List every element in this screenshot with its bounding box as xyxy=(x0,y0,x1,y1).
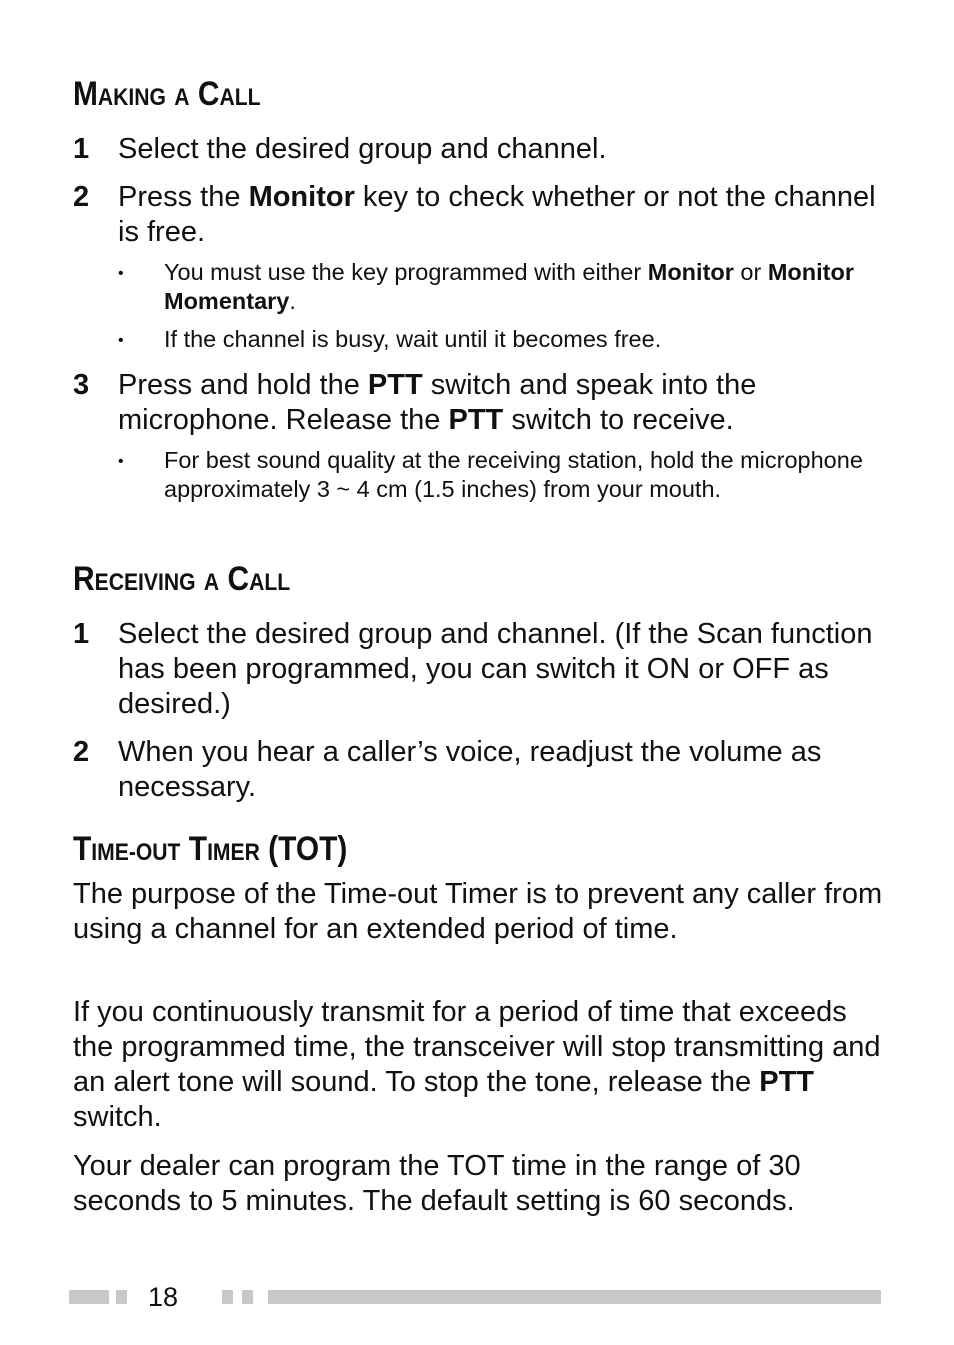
text-run: Press the xyxy=(118,181,249,213)
making-bullet-3 xyxy=(118,446,888,532)
text-run: Press and hold the xyxy=(118,369,368,401)
making-bullet-2 xyxy=(118,325,888,355)
text-run: . xyxy=(289,287,296,314)
step-text: When you hear a caller’s voice, readjust the volume as necessary. xyxy=(118,736,822,803)
text-run: If you continuously transmit for a period of time that exceeds the programmed time, the transceiver will stop transmitting and an alert tone will sound. To stop the tone, release the xyxy=(73,996,881,1098)
footer-bar-right xyxy=(268,1290,881,1304)
bullet-text xyxy=(164,258,888,315)
step-number: 1 xyxy=(73,133,90,165)
bullet-icon: • xyxy=(118,265,124,282)
step-number: 2 xyxy=(73,736,90,768)
text-run: key to check whether or not the channel is free. xyxy=(118,181,876,248)
heading-text: T xyxy=(73,830,92,868)
receiving-step-1 xyxy=(73,617,893,723)
tot-paragraph-3: Your dealer can program the TOT time in the range of 30 seconds to 5 minutes. The default setting is 60 seconds. xyxy=(73,1150,801,1217)
step-text: Select the desired group and channel. (If the Scan function has been programmed, you can switch it ON or OFF as desired.) xyxy=(118,618,873,720)
bullet-text: For best sound quality at the receiving station, hold the microphone approximately 3 ~ 4 cm (1.5 inches) from your mouth. xyxy=(164,447,863,502)
heading-text: ECEIVING xyxy=(94,569,196,596)
heading-making-a-call xyxy=(73,77,261,111)
text-run: switch to receive. xyxy=(503,404,734,436)
footer-square xyxy=(116,1290,127,1304)
heading-text: C xyxy=(197,75,220,113)
page-number: 18 xyxy=(148,1282,179,1312)
key-name: Monitor Momentary xyxy=(164,259,854,314)
heading-text: IMER xyxy=(207,839,260,866)
heading-text: A xyxy=(174,84,190,111)
key-name: Monitor xyxy=(647,259,734,285)
making-step-3 xyxy=(73,368,893,440)
making-bullet-1 xyxy=(118,258,888,316)
key-name: PTT xyxy=(759,1066,815,1098)
step-number: 3 xyxy=(73,369,90,401)
step-text: Select the desired group and channel. xyxy=(118,133,607,165)
step-text xyxy=(118,368,893,438)
step-number: 2 xyxy=(73,181,90,213)
making-step-1 xyxy=(73,132,893,168)
heading-text: T xyxy=(188,830,208,868)
heading-time-out-timer xyxy=(73,832,347,866)
heading-text: (TOT) xyxy=(268,830,348,868)
text-run: switch and speak into the microphone. Release the xyxy=(118,369,757,436)
heading-text: AKING xyxy=(97,84,166,111)
key-name: PTT xyxy=(448,404,504,436)
step-number: 1 xyxy=(73,618,90,650)
bullet-icon: • xyxy=(118,332,124,349)
heading-text: ALL xyxy=(249,569,291,596)
text-run: You must use the key programmed with either xyxy=(164,259,648,285)
heading-text: R xyxy=(73,560,95,598)
footer-bar-left xyxy=(69,1290,109,1304)
tot-paragraph-2 xyxy=(73,995,893,1135)
key-name: PTT xyxy=(367,369,423,401)
receiving-step-2 xyxy=(73,735,893,807)
heading-text: M xyxy=(73,75,98,113)
text-run: switch. xyxy=(73,1101,162,1133)
heading-text: IME-OUT xyxy=(91,839,181,866)
bullet-text: If the channel is busy, wait until it becomes free. xyxy=(164,326,662,352)
text-run: or xyxy=(733,259,768,285)
bullet-icon: • xyxy=(118,453,124,470)
heading-receiving-a-call xyxy=(73,562,290,596)
heading-text: ALL xyxy=(219,84,261,111)
footer-square xyxy=(242,1290,253,1304)
tot-paragraph-1: The purpose of the Time-out Timer is to prevent any caller from using a channel for an extended period of time. xyxy=(73,878,883,945)
key-name: Monitor xyxy=(248,181,355,213)
footer-square xyxy=(222,1290,233,1304)
making-step-2 xyxy=(73,180,893,252)
heading-text: C xyxy=(227,560,250,598)
heading-text: A xyxy=(203,569,220,596)
step-text xyxy=(118,180,893,250)
